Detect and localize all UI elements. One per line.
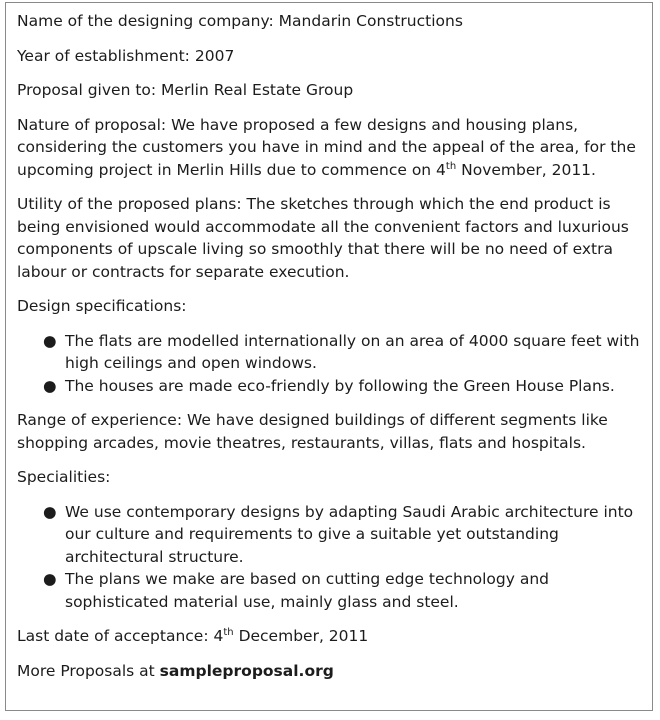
nature-text: We have proposed a few designs and housing plans, considering the customers you have in mind and the appeal of the area, for the upcoming project in Merlin Hills due to commence on 4 <box>17 115 636 179</box>
design-specs-label: Design specifications: <box>17 297 187 315</box>
experience-text: We have designed buildings of different segments like shopping arcades, movie theatres, restaurants, villas, flats and hospitals. <box>17 411 608 452</box>
list-item: ● The flats are modelled internationally on an area of 4000 square feet with high ceilings and open windows. <box>43 331 640 372</box>
last-date-rest: December, 2011 <box>233 627 369 645</box>
utility-paragraph <box>17 193 645 283</box>
design-specs-list <box>17 330 645 398</box>
company-label: Name of the designing company: <box>17 12 274 30</box>
last-date-line <box>17 625 645 648</box>
nature-paragraph <box>17 114 645 182</box>
last-date-sup: th <box>223 626 234 638</box>
nature-text-end: November, 2011. <box>456 160 596 179</box>
company-value: Mandarin Constructions <box>278 12 463 30</box>
footer-line <box>17 660 645 683</box>
footer-text: More Proposals at <box>17 661 155 680</box>
bullet-icon: ● <box>43 376 57 395</box>
last-date-label: Last date of acceptance: <box>17 627 209 645</box>
established-value: 2007 <box>194 46 235 65</box>
list-item: ● The houses are made eco-friendly by following the Green House Plans. <box>65 375 645 398</box>
list-item: ● We use contemporary designs by adapting Saudi Arabic architecture into our culture and requirements to give a suitable yet outstanding architectural structure. <box>43 502 634 566</box>
proposal-to-label: Proposal given to: <box>17 81 157 99</box>
nature-label: Nature of proposal: <box>17 115 167 134</box>
bullet-icon: ● <box>43 331 57 350</box>
document-frame <box>5 2 653 711</box>
company-line <box>17 10 645 33</box>
list-item: ● The plans we make are based on cutting edge technology and sophisticated material use, mainly glass and steel. <box>43 570 550 611</box>
bullet-icon: ● <box>43 502 57 521</box>
established-line <box>17 45 645 68</box>
proposal-to-line <box>17 79 645 102</box>
footer-site-link[interactable]: sampleproposal.org <box>159 661 334 680</box>
specialities-list <box>17 501 645 614</box>
experience-paragraph <box>17 409 645 454</box>
utility-label: Utility of the proposed plans: <box>17 195 242 213</box>
established-label: Year of establishment: <box>17 46 190 65</box>
nature-sup: th <box>445 160 457 172</box>
document-content <box>17 10 645 694</box>
design-specs-heading <box>17 295 645 318</box>
bullet-icon: ● <box>43 570 57 588</box>
utility-text: The sketches through which the end product is being envisioned would accommodate all the convenient factors and luxurious components of upscale living so smoothly that there will be no need of extra labour or contracts for separate execution. <box>17 195 629 281</box>
experience-label: Range of experience: <box>17 411 183 429</box>
last-date-day: 4 <box>213 627 224 645</box>
specialities-heading <box>17 466 645 489</box>
specialities-label: Specialities: <box>17 468 111 486</box>
proposal-to-value: Merlin Real Estate Group <box>161 81 354 99</box>
